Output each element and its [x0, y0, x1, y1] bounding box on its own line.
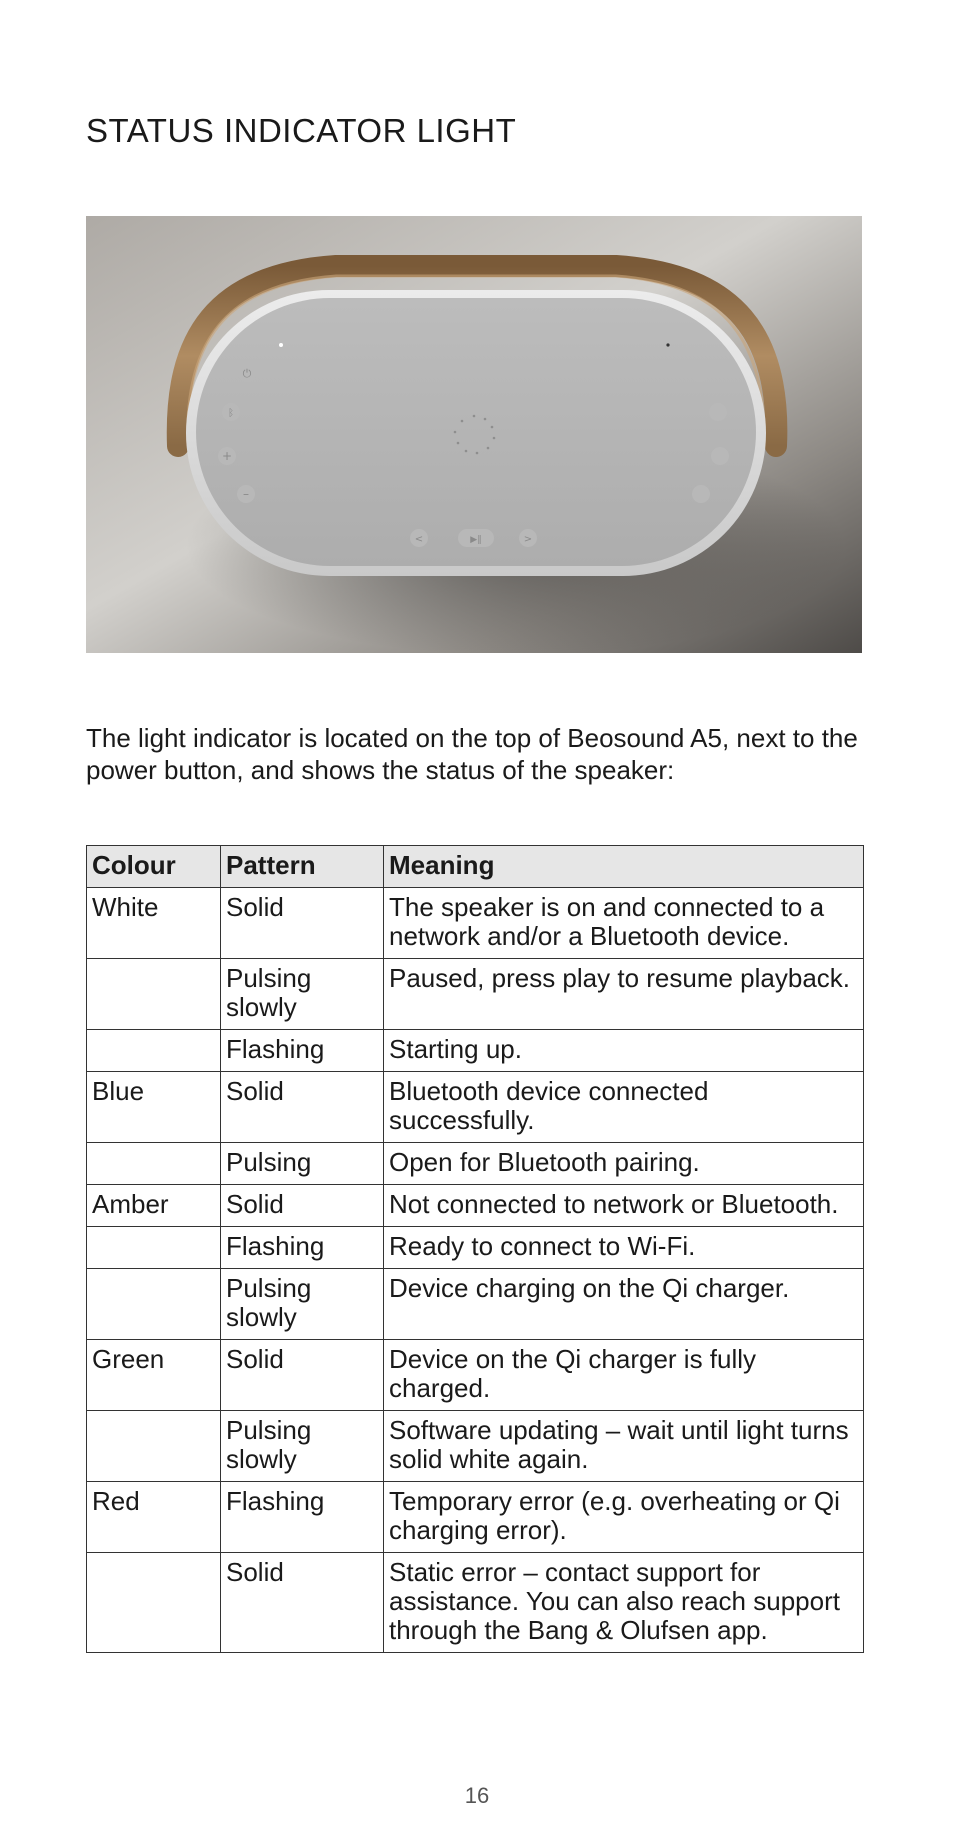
- cell-colour: [87, 1227, 221, 1269]
- cell-pattern: Pulsing slowly: [221, 1411, 384, 1482]
- cell-meaning: Bluetooth device connected successfully.: [384, 1072, 864, 1143]
- cell-meaning: Not connected to network or Bluetooth.: [384, 1185, 864, 1227]
- table-row: [87, 888, 864, 959]
- power-icon: [238, 364, 256, 382]
- cell-colour: Blue: [87, 1072, 221, 1143]
- cell-pattern: Flashing: [221, 1030, 384, 1072]
- table-row: [87, 1553, 864, 1653]
- cell-pattern: Pulsing slowly: [221, 1269, 384, 1340]
- cell-pattern: Solid: [221, 1553, 384, 1653]
- cell-pattern: Solid: [221, 1072, 384, 1143]
- table-row: [87, 1143, 864, 1185]
- play-pause-icon: [458, 529, 494, 547]
- speaker-photo: [86, 216, 862, 653]
- cell-colour: [87, 1411, 221, 1482]
- table-row: [87, 1340, 864, 1411]
- cell-meaning: Device charging on the Qi charger.: [384, 1269, 864, 1340]
- table-row: [87, 1030, 864, 1072]
- svg-text:–: –: [243, 487, 249, 501]
- cell-pattern: Pulsing: [221, 1143, 384, 1185]
- intro-paragraph: The light indicator is located on the top of Beosound A5, next to the power button, and shows the status of the speaker:: [86, 723, 858, 785]
- cell-meaning: Device on the Qi charger is fully charged.: [384, 1340, 864, 1411]
- table-row: [87, 1269, 864, 1340]
- svg-text:⏻: ⏻: [242, 367, 252, 380]
- cell-meaning: Open for Bluetooth pairing.: [384, 1143, 864, 1185]
- page-number: 16: [464, 1783, 490, 1808]
- header-pattern: Pattern: [221, 846, 384, 888]
- cell-pattern: Solid: [221, 888, 384, 959]
- table-row: [87, 1185, 864, 1227]
- header-meaning: Meaning: [384, 846, 864, 888]
- cell-pattern: Flashing: [221, 1482, 384, 1553]
- table-row: [87, 959, 864, 1030]
- table-row: [87, 1072, 864, 1143]
- cell-colour: Red: [87, 1482, 221, 1553]
- svg-text:+: +: [221, 449, 233, 463]
- cell-meaning: Static error – contact support for assistance. You can also reach support through the Bang & Olufsen app.: [384, 1553, 864, 1653]
- cell-colour: White: [87, 888, 221, 959]
- cell-meaning: Temporary error (e.g. overheating or Qi charging error).: [384, 1482, 864, 1553]
- cell-meaning: Ready to connect to Wi-Fi.: [384, 1227, 864, 1269]
- svg-text:▶︎‖: ▶︎‖: [470, 535, 482, 545]
- svg-text:>: >: [523, 534, 533, 545]
- cell-meaning: Software updating – wait until light turns solid white again.: [384, 1411, 864, 1482]
- svg-text:ᛒ: ᛒ: [228, 408, 234, 419]
- previous-icon: [410, 529, 428, 547]
- cell-meaning: The speaker is on and connected to a network and/or a Bluetooth device.: [384, 888, 864, 959]
- svg-text:<: <: [414, 534, 424, 545]
- cell-colour: [87, 1269, 221, 1340]
- plus-icon: [218, 447, 236, 465]
- cell-pattern: Solid: [221, 1340, 384, 1411]
- cell-pattern: Flashing: [221, 1227, 384, 1269]
- cell-colour: [87, 1030, 221, 1072]
- cell-pattern: Solid: [221, 1185, 384, 1227]
- table-header-row: [87, 846, 864, 888]
- cell-colour: [87, 1143, 221, 1185]
- cell-colour: Amber: [87, 1185, 221, 1227]
- table-row: [87, 1411, 864, 1482]
- cell-colour: [87, 1553, 221, 1653]
- cell-pattern: Pulsing slowly: [221, 959, 384, 1030]
- cell-colour: [87, 959, 221, 1030]
- table-row: [87, 1482, 864, 1553]
- table-row: [87, 1227, 864, 1269]
- next-icon: [519, 529, 537, 547]
- cell-meaning: Paused, press play to resume playback.: [384, 959, 864, 1030]
- status-table: [86, 845, 864, 1653]
- minus-icon: [237, 485, 255, 503]
- header-colour: Colour: [87, 846, 221, 888]
- cell-meaning: Starting up.: [384, 1030, 864, 1072]
- cell-colour: Green: [87, 1340, 221, 1411]
- page-title: STATUS INDICATOR LIGHT: [86, 112, 517, 149]
- bluetooth-icon: [222, 403, 240, 421]
